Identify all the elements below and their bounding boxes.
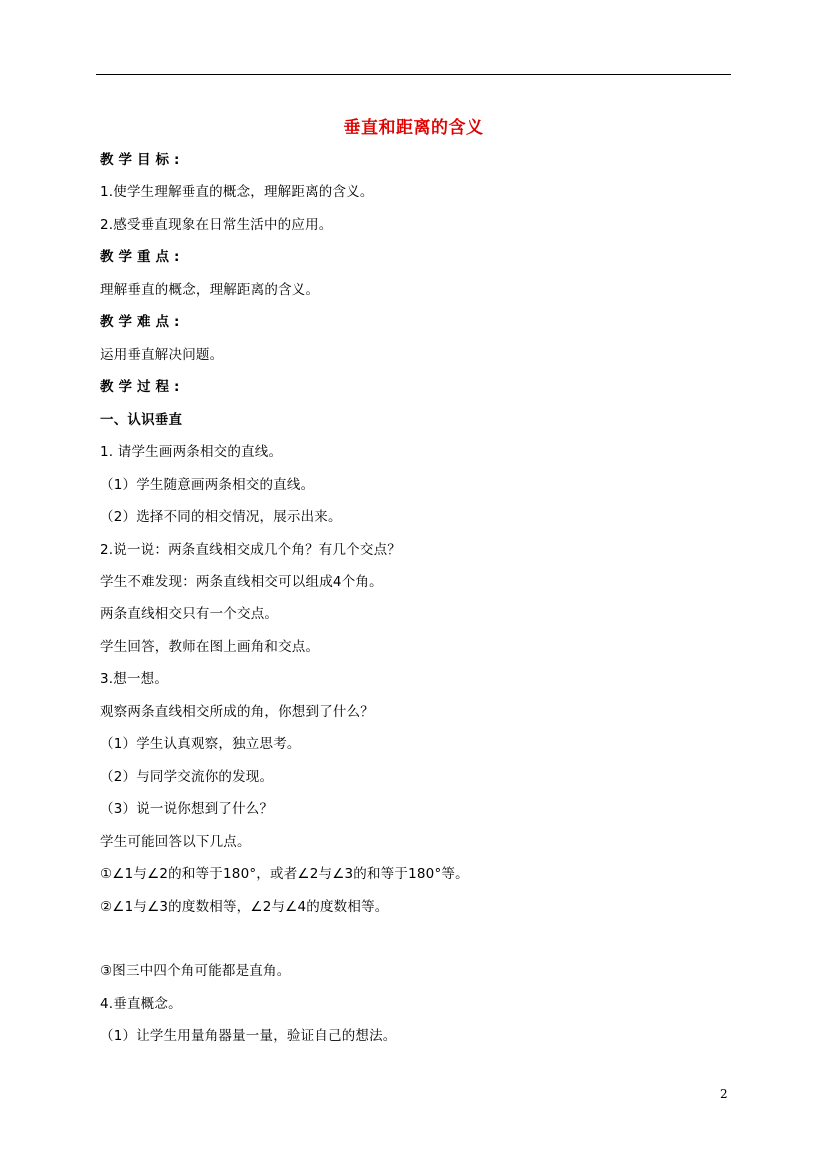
body-line: 2.说一说：两条直线相交成几个角？有几个交点？ <box>100 542 401 558</box>
body-line: 学生不难发现：两条直线相交可以组成4个角。 <box>100 574 383 590</box>
section-heading-goals: 教学目标: <box>100 152 185 168</box>
body-line: （1）学生认真观察，独立思考。 <box>100 736 301 752</box>
body-line: 4.垂直概念。 <box>100 996 182 1012</box>
body-line: 1.使学生理解垂直的概念，理解距离的含义。 <box>100 184 374 200</box>
body-line: 两条直线相交只有一个交点。 <box>100 606 279 622</box>
body-line: 学生可能回答以下几点。 <box>100 834 251 850</box>
body-line: 3.想一想。 <box>100 671 169 687</box>
body-line: （1）让学生用量角器量一量，验证自己的想法。 <box>100 1028 397 1044</box>
section-heading-keypoints: 教学重点: <box>100 249 185 265</box>
body-line: （1）学生随意画两条相交的直线。 <box>100 477 315 493</box>
header-rule <box>96 74 731 75</box>
body-line: （3）说一说你想到了什么？ <box>100 801 274 817</box>
body-line: （2）选择不同的相交情况，展示出来。 <box>100 509 342 525</box>
body-line: 1. 请学生画两条相交的直线。 <box>100 444 283 460</box>
body-line: ③图三中四个角可能都是直角。 <box>100 963 291 979</box>
body-line: （2）与同学交流你的发现。 <box>100 769 274 785</box>
body-line: 理解垂直的概念，理解距离的含义。 <box>100 282 320 298</box>
section-heading-process: 教学过程: <box>100 379 185 395</box>
body-line: 学生回答，教师在图上画角和交点。 <box>100 639 320 655</box>
body-line: 2.感受垂直现象在日常生活中的应用。 <box>100 217 333 233</box>
body-line: ②∠1与∠3的度数相等，∠2与∠4的度数相等。 <box>100 899 389 915</box>
body-line: 运用垂直解决问题。 <box>100 347 224 363</box>
subsection-heading: 一、认识垂直 <box>100 412 183 428</box>
section-heading-difficulties: 教学难点: <box>100 314 185 330</box>
body-line: 观察两条直线相交所成的角，你想到了什么？ <box>100 704 374 720</box>
document-title: 垂直和距离的含义 <box>343 118 484 138</box>
page-number: 2 <box>720 1087 728 1101</box>
body-line: ①∠1与∠2的和等于180°，或者∠2与∠3的和等于180°等。 <box>100 866 469 882</box>
